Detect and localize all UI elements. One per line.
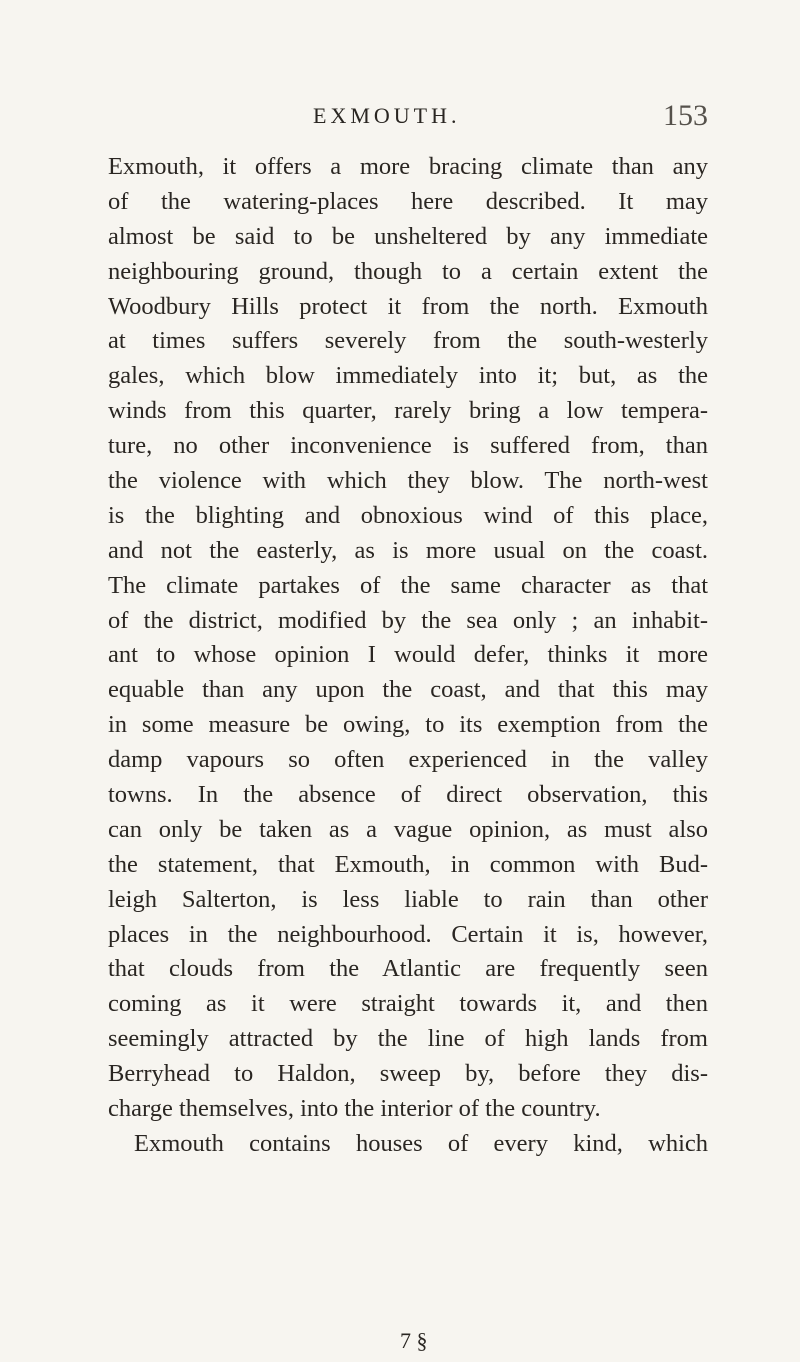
text-line: damp vapours so often experienced in the valley [108,746,708,774]
text-line: ant to whose opinion I would defer, thinks it more [108,641,708,669]
text-line: gales, which blow immediately into it; but, as the [108,362,708,390]
text-line: winds from this quarter, rarely bring a low tempera- [108,397,708,425]
text-line: Exmouth contains houses of every kind, which [134,1129,708,1157]
text-line: leigh Salterton, is less liable to rain than other [108,885,708,913]
text-line: charge themselves, into the interior of the country. [108,1095,601,1123]
text-line: can only be taken as a vague opinion, as must also [108,815,708,843]
text-line: and not the easterly, as is more usual on the coast. [108,536,708,564]
text-line: seemingly attracted by the line of high lands from [108,1025,708,1053]
text-line: The climate partakes of the same character as that [108,571,708,599]
text-line: coming as it were straight towards it, and then [108,990,708,1018]
text-line: of the watering-places here described. It may [108,187,708,215]
text-line: the statement, that Exmouth, in common with Bud- [108,850,708,878]
text-line: the violence with which they blow. The north-west [108,467,708,495]
running-head [108,96,708,136]
text-line: in some measure be owing, to its exemption from the [108,711,708,739]
text-line: towns. In the absence of direct observation, this [108,781,708,809]
text-line: is the blighting and obnoxious wind of this place, [108,501,708,529]
text-line: of the district, modified by the sea only ; an inhabit- [108,606,708,634]
text-line: at times suffers severely from the south-westerly [108,327,708,355]
body-text [108,150,708,1162]
text-line: Exmouth, it offers a more bracing climate than any [108,153,708,180]
text-line: places in the neighbourhood. Certain it is, however, [108,920,708,948]
text-line: Woodbury Hills protect it from the north. Exmouth [108,292,708,320]
text-line: that clouds from the Atlantic are frequently seen [108,955,708,983]
page-number: 153 [663,99,708,132]
text-line: almost be said to be unsheltered by any immediate [108,222,708,250]
text-line: equable than any upon the coast, and that this may [108,676,708,704]
text-line: ture, no other inconvenience is suffered from, than [108,432,708,460]
running-title: EXMOUTH. [313,103,461,128]
text-line: neighbouring ground, though to a certain extent the [108,257,708,285]
signature-mark: 7 § [400,1328,428,1353]
text-line: Berryhead to Haldon, sweep by, before they dis- [108,1060,708,1088]
